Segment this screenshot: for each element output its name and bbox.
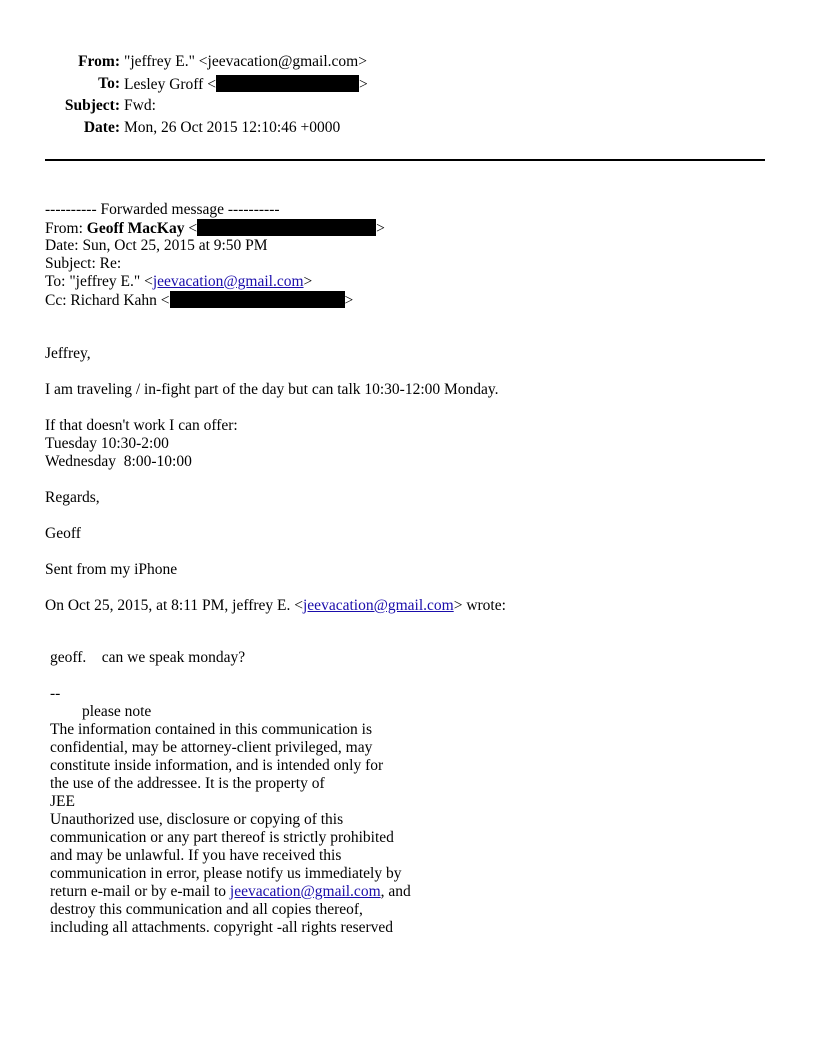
redaction-bar	[216, 75, 359, 92]
header-subject-row	[0, 97, 816, 119]
body-line: Tuesday 10:30-2:00	[45, 435, 169, 452]
wrote-suffix: > wrote:	[453, 597, 506, 614]
forward-cc-prefix: Cc: Richard Kahn <	[45, 292, 170, 309]
header-to-value	[124, 75, 368, 94]
body-line: Wednesday 8:00-10:00	[45, 453, 192, 470]
disclaimer-line: The information contained in this communication is	[50, 721, 372, 738]
quoted-please-note: please note	[82, 703, 152, 720]
forward-from-line	[45, 219, 385, 238]
forward-subject-line: Subject: Re:	[45, 255, 122, 272]
forward-divider: ---------- Forwarded message ----------	[45, 201, 280, 218]
header-to-close: >	[358, 76, 368, 93]
body-wrote-line	[45, 597, 506, 615]
header-to-name: Lesley Groff <	[124, 76, 216, 93]
forward-from-name: Geoff MacKay	[86, 220, 185, 237]
header-subject-value: Fwd:	[124, 97, 156, 114]
header-date-value: Mon, 26 Oct 2015 12:10:46 +0000	[124, 119, 341, 136]
header-from-label: From:	[78, 53, 120, 70]
disclaimer-line: JEE	[50, 793, 75, 810]
body-sent-from: Sent from my iPhone	[45, 561, 178, 578]
disclaimer-prefix: return e-mail or by e-mail to	[50, 883, 230, 900]
forward-cc-line	[45, 291, 353, 310]
forward-from-close: >	[376, 220, 385, 237]
redaction-bar	[197, 219, 376, 236]
body-signature: Geoff	[45, 525, 81, 542]
disclaimer-line: the use of the addressee. It is the property of	[50, 775, 325, 792]
forward-date-line: Date: Sun, Oct 25, 2015 at 9:50 PM	[45, 237, 268, 254]
header-date-row	[0, 119, 816, 141]
quoted-message: geoff. can we speak monday?	[50, 649, 246, 666]
disclaimer-email-link[interactable]: jeevacation@gmail.com	[229, 883, 381, 900]
forward-from-prefix: From:	[45, 220, 87, 237]
disclaimer-line: constitute inside information, and is intended only for	[50, 757, 384, 774]
disclaimer-line: and may be unlawful. If you have received this	[50, 847, 342, 864]
wrote-prefix: On Oct 25, 2015, at 8:11 PM, jeffrey E. <	[45, 597, 303, 614]
disclaimer-line: communication in error, please notify us immediately by	[50, 865, 402, 882]
header-to-row	[0, 75, 816, 97]
header-to-label: To:	[98, 75, 120, 92]
header-from-value: "jeffrey E." <jeevacation@gmail.com>	[124, 53, 367, 70]
body-line: I am traveling / in-fight part of the day but can talk 10:30-12:00 Monday.	[45, 381, 499, 398]
forward-from-open: <	[184, 220, 198, 237]
disclaimer-line: communication or any part thereof is strictly prohibited	[50, 829, 394, 846]
header-divider	[45, 159, 765, 161]
disclaimer-line: destroy this communication and all copies thereof,	[50, 901, 363, 918]
forward-to-email-link[interactable]: jeevacation@gmail.com	[152, 273, 304, 290]
header-from-row	[0, 53, 816, 75]
body-line: If that doesn't work I can offer:	[45, 417, 238, 434]
body-greeting: Jeffrey,	[45, 345, 91, 362]
body-regards: Regards,	[45, 489, 100, 506]
header-subject-label: Subject:	[64, 97, 120, 114]
wrote-email-link[interactable]: jeevacation@gmail.com	[303, 597, 454, 614]
redaction-bar	[170, 291, 345, 308]
forward-to-prefix: To: "jeffrey E." <	[45, 273, 153, 290]
quoted-signature-separator: --	[50, 685, 61, 702]
disclaimer-suffix: , and	[380, 883, 411, 900]
disclaimer-line	[50, 883, 411, 901]
forward-to-line	[45, 273, 312, 291]
disclaimer-line: Unauthorized use, disclosure or copying of this	[50, 811, 344, 828]
disclaimer-line: including all attachments. copyright -all rights reserved	[50, 919, 394, 936]
forward-cc-close: >	[344, 292, 354, 309]
header-date-label: Date:	[83, 119, 120, 136]
forward-to-close: >	[303, 273, 313, 290]
disclaimer-line: confidential, may be attorney-client privileged, may	[50, 739, 373, 756]
